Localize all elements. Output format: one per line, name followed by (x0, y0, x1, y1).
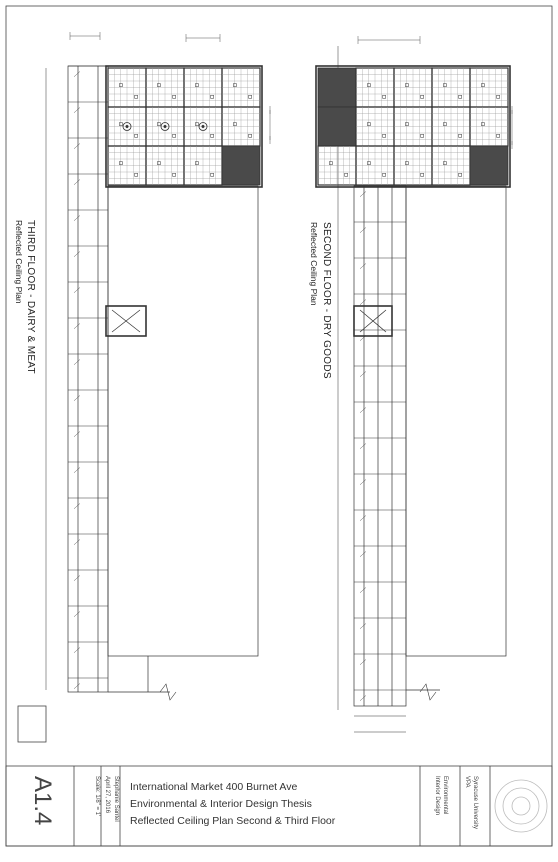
sheet-number: A1.4 (29, 776, 56, 826)
project-line-2: Environmental & Interior Design Thesis (130, 798, 312, 810)
third-floor-corridor-rungs (68, 66, 108, 689)
second-floor-ceiling-grid (316, 66, 510, 187)
school-line-1: Syracuse University (472, 776, 478, 830)
second-floor-title: SECOND FLOOR - DRY GOODS (321, 222, 332, 379)
designer-name: Stephanie Santel (113, 776, 119, 822)
school-line-2: VPA (464, 776, 470, 788)
key-box (18, 706, 46, 742)
project-line-1: International Market 400 Burnet Ave (130, 781, 298, 793)
break-line-symbols (160, 684, 436, 700)
third-floor-ceiling-grid (106, 66, 262, 187)
dimension-ticks (70, 32, 512, 149)
second-floor-subtitle: Reflected Ceiling Plan (309, 222, 319, 306)
sheet-title: Reflected Ceiling Plan Second & Third Floor (130, 815, 336, 827)
scale-note: Scale: 1/8" = 1' (94, 776, 100, 817)
school-line-3: Environmental (442, 776, 448, 815)
second-floor-corridor-rungs (354, 186, 406, 701)
date-note: April 27, 2016 (104, 776, 110, 814)
university-seal (495, 780, 547, 832)
school-line-4: Interior Design (434, 776, 440, 816)
third-floor-title: THIRD FLOOR - DAIRY & MEAT (25, 220, 36, 374)
third-floor-subtitle: Reflected Ceiling Plan (14, 220, 24, 304)
